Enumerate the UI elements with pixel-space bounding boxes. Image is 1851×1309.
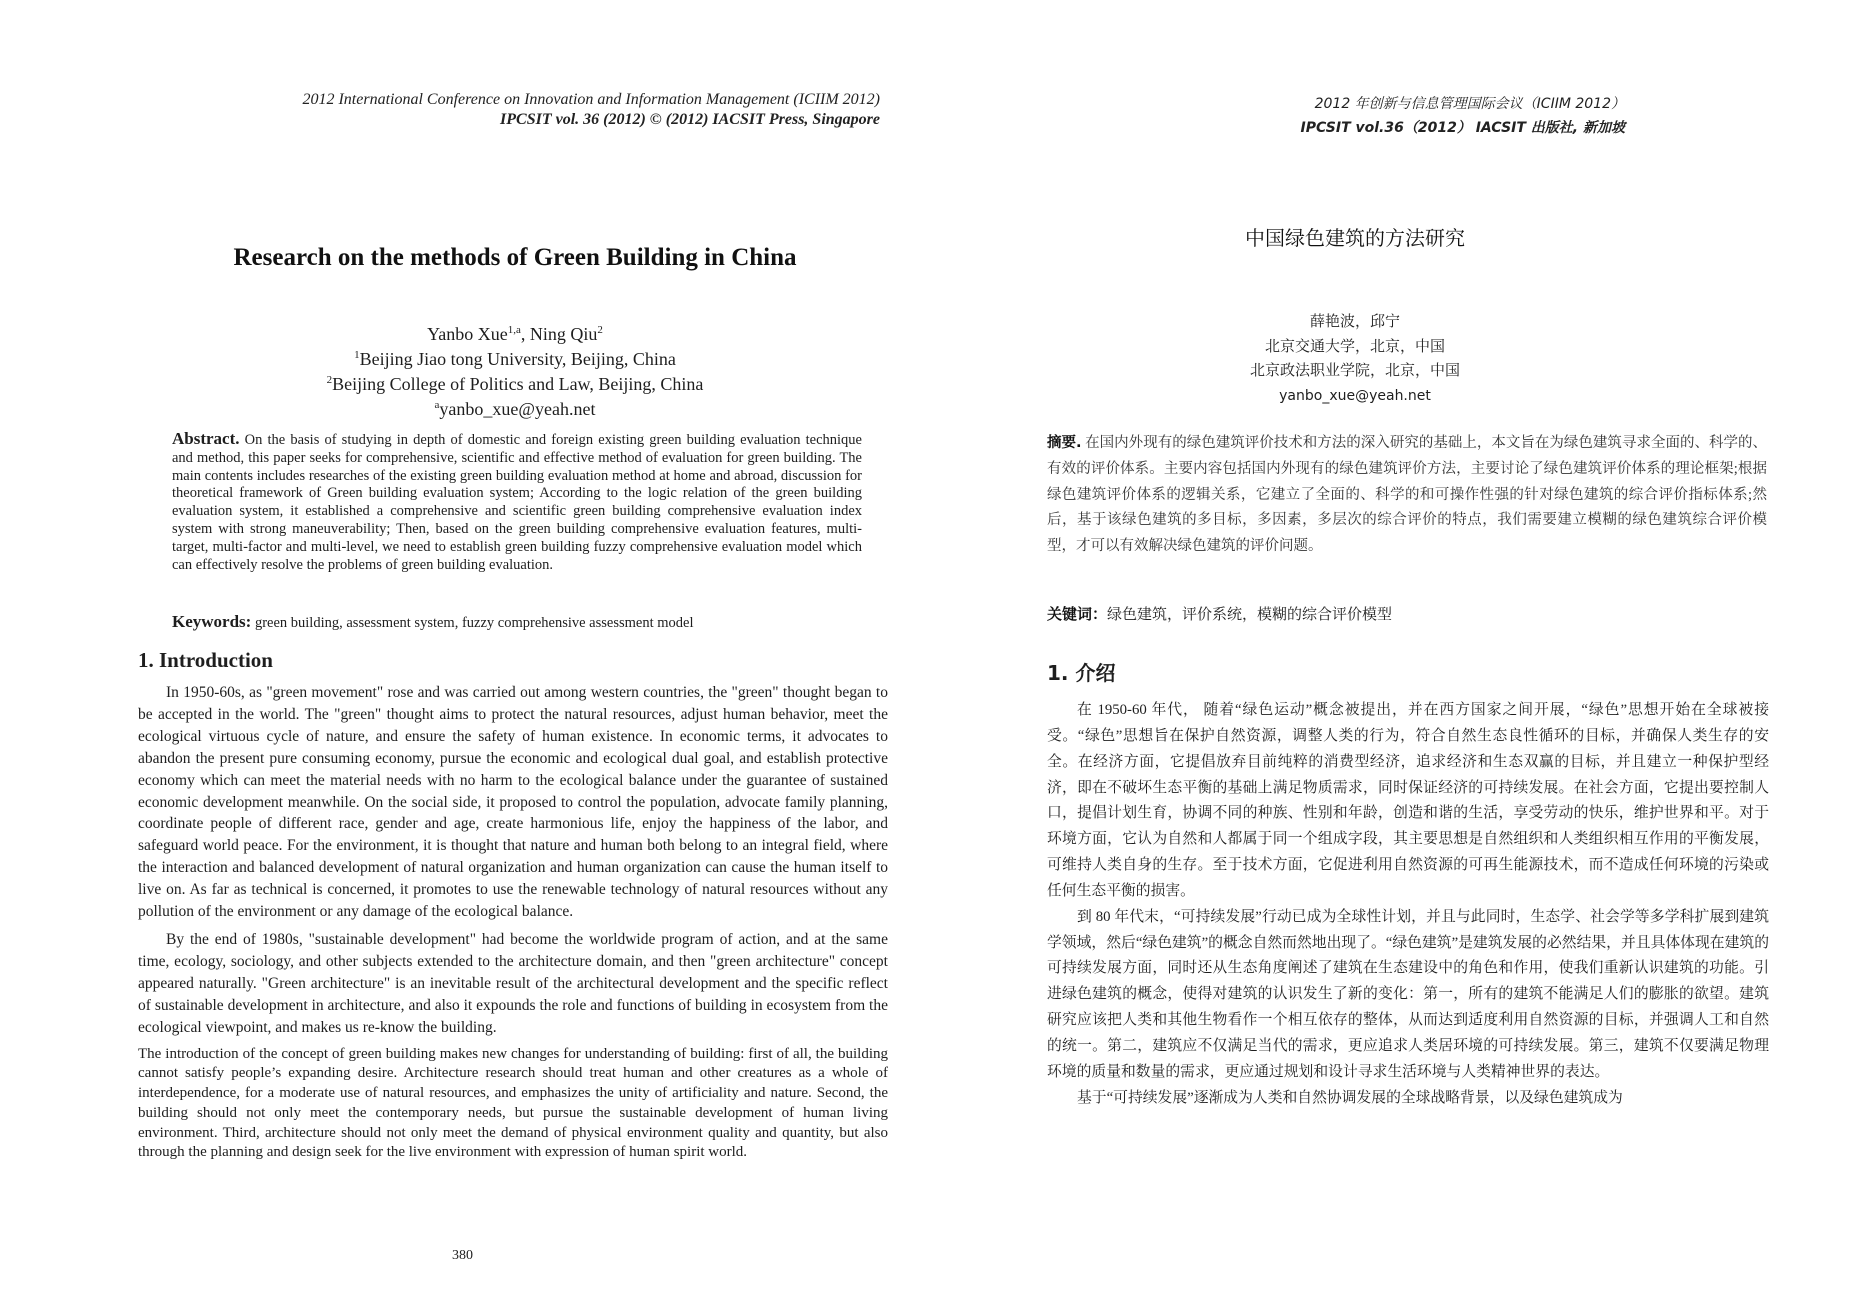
paper-title: Research on the methods of Green Building in China (233, 244, 797, 271)
section-body (138, 682, 888, 1169)
page-number: 380 (452, 1248, 473, 1263)
zh-body-paragraph: 基于“可持续发展”逐渐成为人类和自然协调发展的全球战略背景，以及绿色建筑成为 (1077, 1089, 1623, 1106)
zh-author-email: yanbo_xue@yeah.net (1279, 387, 1431, 404)
author-name-1: Yanbo Xue (427, 324, 508, 344)
author-email-text: yanbo_xue@yeah.net (439, 399, 596, 419)
author-sup-2: 2 (597, 324, 603, 336)
affiliation-1 (140, 347, 890, 372)
body-paragraph: In 1950-60s, as "green movement" rose and was carried out among western countries, the "green" thought began to be accepted in the world. The "green" thought aims to protect the natural resources, adjust human behavior, meet the ecological virtuous cycle of nature, and ensure the safety of human existence. In economic terms, it advocates to abandon the present pure consuming economy, pursue the economic and ecological dual goal, and establish protective economy which can meet the material needs with no harm to the ecological balance under the guarantee of sustained economic development meanwhile. On the social side, it proposed to control the population, advocate family planning, coordinate people of different race, gender and age, create harmonious life, enjoy the happiness of the labor, and safeguard world peace. For the environment, it is thought that nature and human both belong to an integral field, where the interaction and balanced development of natural organization and human organization can cause the human itself to live on. As far as technical is concerned, it promotes to use the renewable technology of natural resources without any pollution of the environment or any damage of the ecological balance. (138, 684, 888, 921)
author-name-2: Ning Qiu (529, 324, 598, 344)
author-email-sup: a (434, 399, 440, 411)
zh-body-paragraph: 在 1950-60 年代， 随着“绿色运动”概念被提出，并在西方国家之间开展，“绿色”思想开始在全球被接受。“绿色”思想旨在保护自然资源，调整人类的行为，符合自然生态良性循环的目标，并确保人类生存的安全。在经济方面，它提倡放弃目前纯粹的消费型经济，追求经济和生态双赢的目标，并且建立一种保护型经济，即在不破坏生态平衡的基础上满足物质需求，同时保证经济的可持续发展。在社会方面，它提出要控制人口，提倡计划生育，协调不同的种族、性别和年龄，创造和谐的生活，享受劳动的快乐，维护世界和平。对于环境方面，它认为自然和人都属于同一个组成字段，其主要思想是自然组织和人类组织相互作用的平衡发展，可维持人类自身的生存。至于技术方面，它促进利用自然资源的可再生能源技术，而不造成任何环境的污染或任何生态平衡的损害。 (1047, 702, 1769, 899)
abstract-text: On the basis of studying in depth of domestic and foreign existing green building evaluation technique and method, this paper seeks for comprehensive, scientific and effective method of evaluation for green building. The main contents includes researches of the existing green building evaluation method at home and abroad, discussion for theoretical framework of Green building evaluation system; According to the logic relation of the green building evaluation system, it established a comprehensive and scientific green building comprehensive evaluation index system with strong maneuverability; Then, based on the green building comprehensive evaluation features, multi-target, multi-factor and multi-level, we need to establish green building fuzzy comprehensive evaluation model which can effectively resolve the problems of green building evaluation. (172, 432, 862, 573)
conference-header (150, 90, 880, 130)
english-page (0, 0, 925, 1309)
zh-keywords (1047, 603, 1767, 624)
body-paragraph: By the end of 1980s, "sustainable development" had become the worldwide program of action, and at the same time, ecology, sociology, and other subjects extended to the architecture domain, and then "green architecture" concept appeared naturally. "Green architecture" is an inevitable result of the architectural development and the specific reflect of sustainable development in architecture, and also it expounds the role and functions of building in ecosystem from the ecological viewpoint, and makes us re-know the building. (138, 930, 888, 1036)
zh-author-names: 薛艳波，邱宁 (1309, 314, 1400, 330)
affiliation-2 (140, 372, 890, 397)
conference-header-line1: 2012 International Conference on Innovation and Information Management (ICIIM 2012) (302, 91, 880, 108)
zh-keywords-label: 关键词： (1047, 605, 1108, 623)
zh-affiliation-2: 北京政法职业学院，北京，中国 (1249, 363, 1460, 379)
zh-body-paragraph: 到 80 年代末，“可持续发展”行动已成为全球性计划，并且与此同时，生态学、社会学等多学科扩展到建筑学领域，然后“绿色建筑”的概念自然而然地出现了。“绿色建筑”是建筑发展的必然结果，并且具体体现在建筑的可持续发展方面，同时还从生态角度阐述了建筑在生态建设中的角色和作用，使我们重新认识建筑的功能。引进绿色建筑的概念，使得对建筑的认识发生了新的变化：第一，所有的建筑不能满足人们的膨胀的欲望。建筑研究应该把人类和其他生物看作一个相互依存的整体，从而达到适度利用自然资源的目标，并强调人工和自然的统一。第二，建筑应不仅满足当代的需求，更应追求人类居环境的可持续发展。第三，建筑不仅要满足物理环境的质量和数量的需求，更应通过规划和设计寻求生活环境与人类精神世界的表达。 (1047, 908, 1769, 1080)
affiliation-2-text: Beijing College of Politics and Law, Beijing, China (332, 374, 704, 394)
zh-conference-header (1025, 92, 1625, 140)
zh-author-block (925, 310, 1785, 408)
affiliation-1-text: Beijing Jiao tong University, Beijing, China (359, 349, 676, 369)
keywords-text: green building, assessment system, fuzzy comprehensive assessment model (251, 615, 694, 631)
keywords (172, 612, 872, 632)
zh-abstract (1047, 431, 1767, 560)
zh-section-heading: 1. 介绍 (1047, 661, 1116, 685)
author-sup-1: 1,a (507, 324, 521, 336)
zh-keywords-text: 绿色建筑，评价系统，模糊的综合评价模型 (1107, 607, 1393, 623)
body-paragraph: The introduction of the concept of green building makes new changes for understanding of building: first of all, the building cannot satisfy people’s expanding desire. Architecture research should treat human and other creatures as a whole of interdependence, for a moderate use of natural resources, and emphasizes the unity of artificiality and nature. Second, the building should not only meet the contemporary needs, but pursue the sustainable development of human living environment. Third, architecture should not only meet the demand of physical environment quality and quantity, but also through the planning and design seek for the live environment with expression of human spirit world. (138, 1045, 888, 1161)
chinese-page (925, 0, 1851, 1309)
affiliation-2-sup: 2 (326, 374, 333, 386)
author-email (140, 397, 890, 422)
zh-affiliation-1: 北京交通大学，北京，中国 (1264, 338, 1445, 355)
abstract (172, 430, 862, 574)
abstract-label: Abstract. (172, 429, 240, 448)
zh-conference-header-line1: 2012 年创新与信息管理国际会议（ICIIM 2012） (1314, 96, 1625, 112)
conference-header-line2: IPCSIT vol. 36 (2012) © (2012) IACSIT Press, Singapore (500, 111, 880, 128)
zh-abstract-text: 在国内外现有的绿色建筑评价技术和方法的深入研究的基础上，本文旨在为绿色建筑寻求全面的、科学的、有效的评价体系。主要内容包括国内外现有的绿色建筑评价方法，主要讨论了绿色建筑评价体系的理论框架;根据绿色建筑评价体系的逻辑关系，它建立了全面的、科学的和可操作性强的针对绿色建筑的综合评价指标体系;然后，基于该绿色建筑的多目标，多因素，多层次的综合评价的特点，我们需要建立模糊的绿色建筑综合评价模型，才可以有效解决绿色建筑的评价问题。 (1047, 435, 1767, 555)
zh-paper-title: 中国绿色建筑的方法研究 (1245, 226, 1465, 250)
zh-section-body (1047, 698, 1769, 1112)
author-separator: , (520, 324, 530, 344)
keywords-label: Keywords: (172, 612, 252, 631)
section-heading: 1. Introduction (138, 648, 273, 672)
author-names (140, 322, 890, 347)
zh-conference-header-line2: IPCSIT vol.36（2012） IACSIT 出版社, 新加坡 (1300, 120, 1625, 136)
affiliation-1-sup: 1 (354, 349, 360, 361)
author-block (140, 322, 890, 422)
zh-abstract-label: 摘要. (1047, 435, 1082, 451)
